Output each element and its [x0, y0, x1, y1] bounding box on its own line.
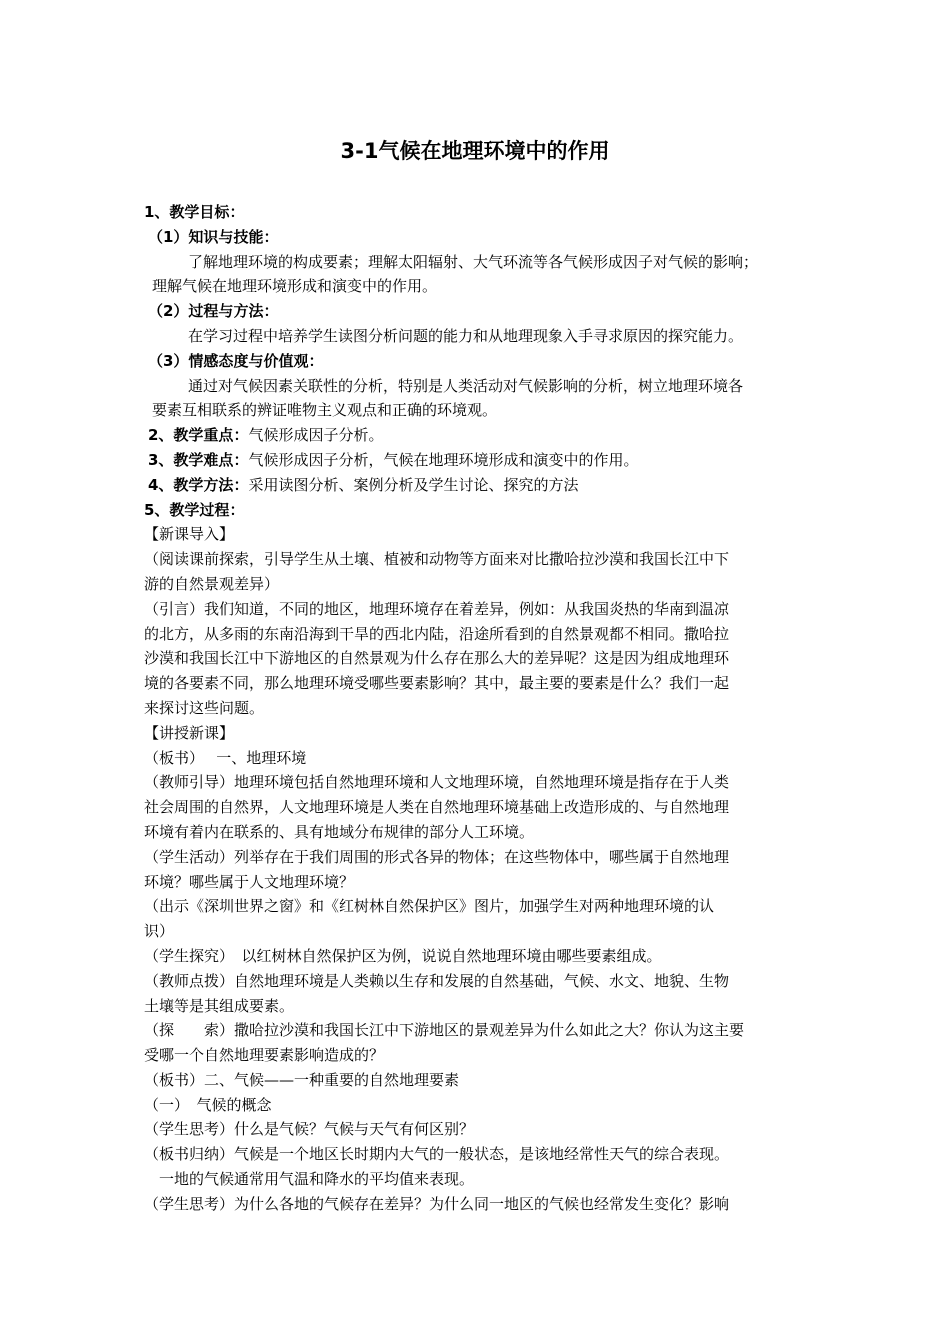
objectives-heading: 1、教学目标： — [144, 203, 245, 221]
teaching-p5-1: （教师点拨）自然地理环境是人类赖以生存和发展的自然基础，气候、水文、地貌、生物 — [144, 971, 730, 990]
intro-p2-2: 的北方，从多雨的东南沿海到干旱的西北内陆，沿途所看到的自然景观都不相同。撒哈拉 — [144, 624, 730, 643]
difficulty: 3、教学难点：气候形成因子分析，气候在地理环境形成和演变中的作用。 — [148, 450, 639, 469]
attitude-text-2: 要素互相联系的辨证唯物主义观点和正确的环境观。 — [152, 401, 498, 420]
intro-p2-4: 境的各要素不同，那么地理环境受哪些要素影响？其中，最主要的要素是什么？我们一起 — [144, 674, 730, 693]
teaching-p8-1: （板书归纳）气候是一个地区长时期内大气的一般状态，是该地经常性天气的综合表现。 — [144, 1145, 730, 1164]
knowledge-label: （1）知识与技能： — [148, 227, 279, 246]
intro-p2-5: 来探讨这些问题。 — [144, 698, 265, 717]
teaching-p1-2: 社会周围的自然界，人文地理环境是人类在自然地理环境基础上改造形成的、与自然地理 — [144, 798, 730, 817]
sub-heading-1: （一） 气候的概念 — [144, 1095, 272, 1114]
intro-p1-2: 游的自然景观差异） — [144, 574, 280, 593]
page-title: 3-1气候在地理环境中的作用 — [340, 139, 610, 163]
document-body — [144, 200, 812, 1217]
attitude-text-1: 通过对气候因素关联性的分析，特别是人类活动对气候影响的分析，树立地理环境各 — [188, 376, 744, 395]
teaching-p4: （学生探究） 以红树林自然保护区为例，说说自然地理环境由哪些要素组成。 — [144, 946, 662, 965]
process-heading: 5、教学过程： — [144, 500, 245, 519]
knowledge-text-2: 理解气候在地理环境形成和演变中的作用。 — [152, 277, 438, 296]
process-text-1: 在学习过程中培养学生读图分析问题的能力和从地理现象入手寻求原因的探究能力。 — [188, 326, 744, 345]
teaching-p7: （学生思考）什么是气候？气候与天气有何区别？ — [144, 1120, 475, 1139]
teaching-p3-1: （出示《深圳世界之窗》和《红树林自然保护区》图片，加强学生对两种地理环境的认 — [144, 897, 715, 916]
teaching-p8-2: 一地的气候通常用气温和降水的平均值来表现。 — [144, 1170, 475, 1189]
teaching-p9: （学生思考）为什么各地的气候存在差异？为什么同一地区的气候也经常发生变化？影响 — [144, 1194, 730, 1213]
teaching-p6-1: （探 索）撒哈拉沙漠和我国长江中下游地区的景观差异为什么如此之大？你认为这主要 — [144, 1021, 745, 1040]
process-label: （2）过程与方法： — [148, 302, 279, 321]
teaching-p1-1: （教师引导）地理环境包括自然地理环境和人文地理环境，自然地理环境是指存在于人类 — [144, 773, 730, 792]
teaching-heading: 【讲授新课】 — [144, 723, 235, 742]
intro-p2-3: 沙漠和我国长江中下游地区的自然景观为什么存在那么大的差异呢？这是因为组成地理环 — [144, 649, 730, 668]
knowledge-text-1: 了解地理环境的构成要素；理解太阳辐射、大气环流等各气候形成因子对气候的影响； — [188, 252, 759, 271]
teaching-p2-1: （学生活动）列举存在于我们周围的形式各异的物体；在这些物体中，哪些属于自然地理 — [144, 847, 730, 866]
intro-p2-1: （引言）我们知道，不同的地区，地理环境存在着差异，例如：从我国炎热的华南到温凉 — [144, 599, 730, 618]
intro-heading: 【新课导入】 — [144, 525, 235, 544]
teaching-p5-2: 土壤等是其组成要素。 — [144, 996, 295, 1015]
intro-p1-1: （阅读课前探索，引导学生从土壤、植被和动物等方面来对比撒哈拉沙漠和我国长江中下 — [144, 550, 730, 569]
teaching-p6-2: 受哪一个自然地理要素影响造成的？ — [144, 1046, 385, 1065]
key-point: 2、教学重点：气候形成因子分析。 — [148, 426, 384, 445]
attitude-label: （3）情感态度与价值观： — [148, 351, 324, 370]
teaching-p3-2: 识） — [144, 922, 175, 941]
board-1: （板书） 一、地理环境 — [144, 748, 307, 767]
method: 4、教学方法：采用读图分析、案例分析及学生讨论、探究的方法 — [148, 475, 579, 494]
teaching-p1-3: 环境有着内在联系的、具有地域分布规律的部分人工环境。 — [144, 822, 535, 841]
board-2: （板书）二、气候——一种重要的自然地理要素 — [144, 1070, 460, 1089]
teaching-p2-2: 环境？哪些属于人文地理环境？ — [144, 872, 355, 891]
